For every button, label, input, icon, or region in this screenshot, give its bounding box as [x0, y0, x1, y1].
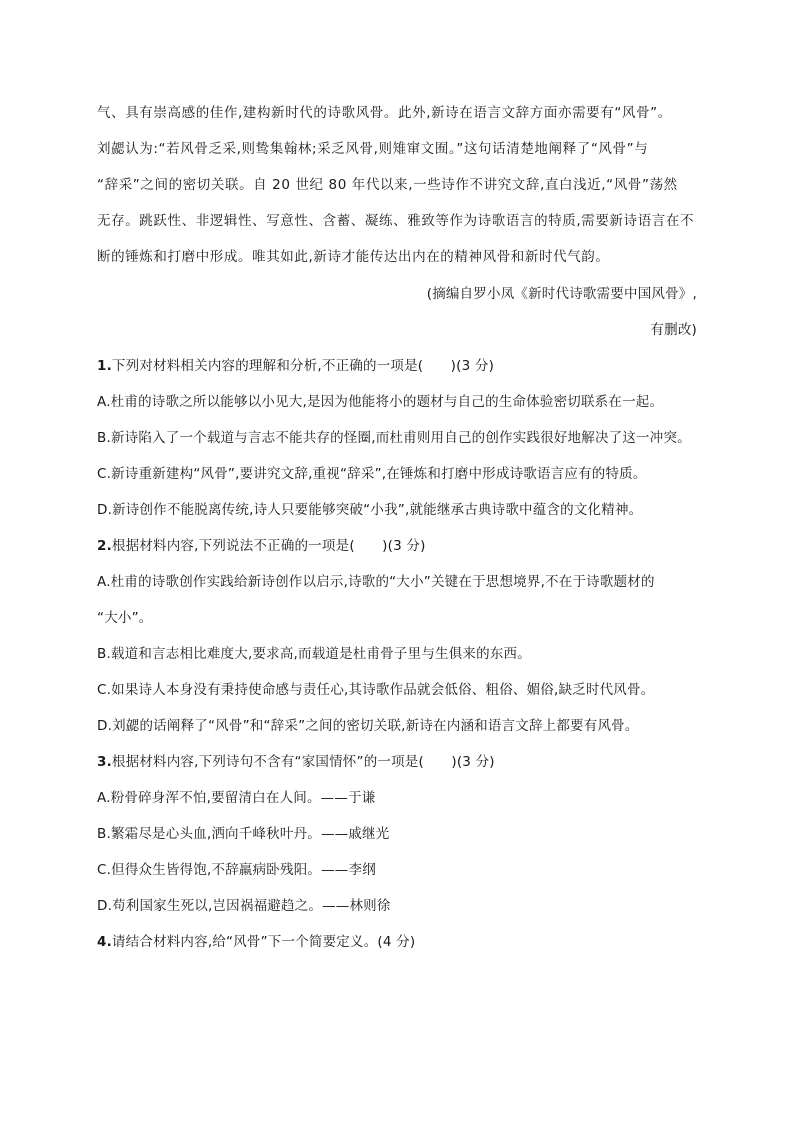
passage-line: 断的锤炼和打磨中形成。唯其如此,新诗才能传达出内在的精神风骨和新时代气韵。 [97, 249, 610, 265]
passage-line: “辞采”之间的密切关联。自 20 世纪 80 年代以来,一些诗作不讲究文辞,直白浅近,“风骨”荡然 [97, 177, 678, 193]
option-c: C.新诗重新建构“风骨”,要讲究文辞,重视“辞采”,在锤炼和打磨中形成诗歌语言应有的特质。 [97, 466, 647, 482]
question-4 [97, 932, 702, 952]
question-1 [97, 356, 702, 376]
option-d: D.刘勰的话阐释了“风骨”和“辞采”之间的密切关联,新诗在内涵和语言文辞上都要有风骨。 [97, 718, 639, 734]
passage-line: 无存。跳跃性、非逻辑性、写意性、含蓄、凝练、雅致等作为诗歌语言的特质,需要新诗语言在不 [97, 213, 695, 229]
question-number: 1. [97, 358, 112, 374]
question-stem: 请结合材料内容,给“风骨”下一个简要定义。(4 分) [111, 934, 416, 950]
question-stem: 根据材料内容,下列说法不正确的一项是( )(3 分) [111, 538, 426, 554]
question-number: 3. [97, 754, 112, 770]
option-b: B.繁霜尽是心头血,洒向千峰秋叶丹。——戚继光 [97, 826, 390, 842]
option-a-continued: “大小”。 [97, 610, 153, 626]
question-number: 4. [97, 934, 112, 950]
option-c: C.但得众生皆得饱,不辞羸病卧残阳。——李纲 [97, 862, 376, 878]
option-c: C.如果诗人本身没有秉持使命感与责任心,其诗歌作品就会低俗、粗俗、媚俗,缺乏时代风骨。 [97, 682, 655, 698]
question-3 [97, 752, 702, 772]
passage-line: 气、具有崇高感的佳作,建构新时代的诗歌风骨。此外,新诗在语言文辞方面亦需要有“风骨”。 [97, 105, 672, 121]
question-stem: 根据材料内容,下列诗句不含有“家国情怀”的一项是( )(3 分) [111, 754, 495, 770]
question-2 [97, 536, 702, 556]
option-d: D.苟利国家生死以,岂因祸福避趋之。——林则徐 [97, 898, 391, 914]
question-stem: 下列对材料相关内容的理解和分析,不正确的一项是( )(3 分) [111, 358, 495, 374]
source-citation-continued: 有删改) [650, 322, 697, 338]
option-a: A.杜甫的诗歌之所以能够以小见大,是因为他能将小的题材与自己的生命体验密切联系在一起。 [97, 394, 664, 410]
option-b: B.新诗陷入了一个载道与言志不能共存的怪圈,而杜甫则用自己的创作实践很好地解决了这一冲突。 [97, 430, 691, 446]
source-citation: (摘编自罗小凤《新时代诗歌需要中国风骨》, [426, 286, 697, 302]
option-b: B.载道和言志相比难度大,要求高,而载道是杜甫骨子里与生俱来的东西。 [97, 646, 531, 662]
option-a: A.粉骨碎身浑不怕,要留清白在人间。——于谦 [97, 790, 376, 806]
passage-line: 刘勰认为:“若风骨乏采,则鸷集翰林;采乏风骨,则雉窜文囿。”这句话清楚地阐释了“风骨”与 [97, 141, 649, 157]
option-d: D.新诗创作不能脱离传统,诗人只要能够突破“小我”,就能继承古典诗歌中蕴含的文化精神。 [97, 502, 643, 518]
question-number: 2. [97, 538, 112, 554]
option-a: A.杜甫的诗歌创作实践给新诗创作以启示,诗歌的“大小”关键在于思想境界,不在于诗歌题材的 [97, 574, 655, 590]
